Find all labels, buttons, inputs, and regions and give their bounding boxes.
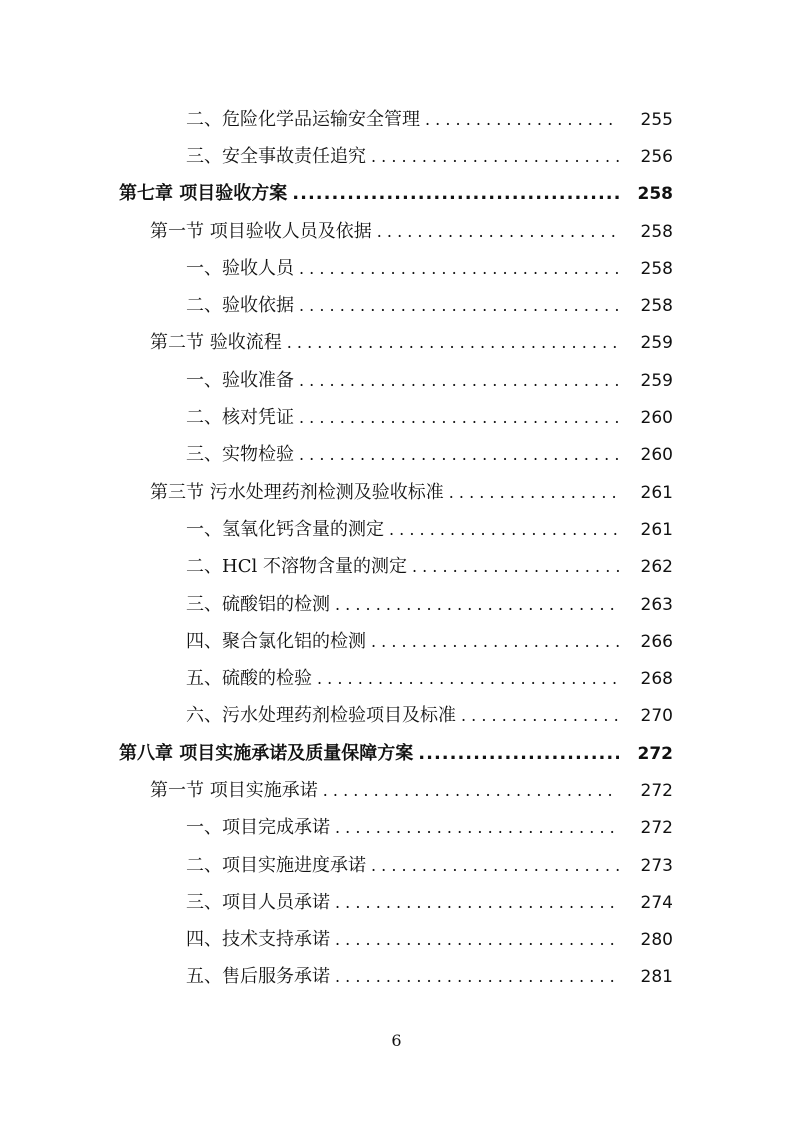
toc-dot-leader	[299, 406, 619, 430]
toc-section-entry[interactable]	[0, 772, 793, 809]
toc-subsection-entry[interactable]	[0, 623, 793, 660]
toc-entry-title: 三、硫酸铝的检测	[186, 593, 330, 615]
toc-entry-page-number: 258	[637, 184, 673, 205]
toc-entry-page-number: 255	[640, 109, 673, 130]
toc-subsection-entry[interactable]	[0, 101, 793, 138]
toc-entry-title: 三、实物检验	[186, 444, 294, 466]
toc-entry-title: 二、HCl 不溶物含量的测定	[186, 556, 407, 578]
toc-entry-page-number: 259	[640, 333, 673, 354]
toc-subsection-entry[interactable]	[0, 250, 793, 287]
toc-entry-title: 二、核对凭证	[186, 407, 294, 429]
toc-section-entry[interactable]	[0, 213, 793, 250]
toc-subsection-entry[interactable]	[0, 362, 793, 399]
toc-entry-page-number: 266	[640, 631, 673, 652]
toc-entry-page-number: 261	[640, 482, 673, 503]
toc-entry-page-number: 258	[640, 258, 673, 279]
toc-entry-title: 第三节 污水处理药剂检测及验收标准	[150, 481, 444, 503]
toc-entry-title: 三、安全事故责任追究	[186, 145, 366, 167]
toc-subsection-entry[interactable]	[0, 959, 793, 996]
toc-dot-leader	[449, 481, 619, 505]
toc-subsection-entry[interactable]	[0, 586, 793, 623]
toc-entry-title: 四、聚合氯化铝的检测	[186, 630, 366, 652]
toc-entry-page-number: 256	[640, 146, 673, 167]
toc-subsection-entry[interactable]	[0, 437, 793, 474]
toc-dot-leader	[389, 518, 619, 542]
toc-entry-page-number: 262	[640, 557, 673, 578]
toc-subsection-entry[interactable]	[0, 698, 793, 735]
toc-dot-leader	[335, 593, 619, 617]
toc-entry-page-number: 273	[640, 855, 673, 876]
toc-dot-leader	[371, 854, 619, 878]
toc-subsection-entry[interactable]	[0, 922, 793, 959]
toc-entry-page-number: 272	[640, 818, 673, 839]
toc-dot-leader	[371, 145, 619, 169]
toc-entry-title: 第二节 验收流程	[150, 332, 282, 354]
toc-dot-leader	[299, 294, 619, 318]
toc-entry-page-number: 272	[637, 743, 673, 764]
toc-dot-leader	[425, 108, 619, 132]
toc-subsection-entry[interactable]	[0, 549, 793, 586]
toc-dot-leader	[335, 891, 619, 915]
toc-entry-title: 一、验收准备	[186, 369, 294, 391]
toc-entry-title: 五、售后服务承诺	[186, 966, 330, 988]
toc-entry-page-number: 263	[640, 594, 673, 615]
toc-entry-title: 第七章 项目验收方案	[119, 183, 288, 205]
toc-dot-leader	[371, 630, 619, 654]
toc-entry-title: 第一节 项目验收人员及依据	[150, 220, 372, 242]
toc-dot-leader	[461, 704, 619, 728]
toc-entry-title: 六、污水处理药剂检验项目及标准	[186, 705, 456, 727]
toc-entry-page-number: 274	[640, 892, 673, 913]
toc-entry-page-number: 260	[640, 408, 673, 429]
toc-subsection-entry[interactable]	[0, 511, 793, 548]
toc-entry-page-number: 258	[640, 221, 673, 242]
toc-subsection-entry[interactable]	[0, 138, 793, 175]
toc-entry-page-number: 280	[640, 930, 673, 951]
toc-dot-leader	[299, 369, 619, 393]
toc-subsection-entry[interactable]	[0, 660, 793, 697]
toc-section-entry[interactable]	[0, 474, 793, 511]
toc-dot-leader	[335, 928, 619, 952]
toc-dot-leader	[287, 331, 619, 355]
toc-section-entry[interactable]	[0, 325, 793, 362]
toc-entry-title: 一、验收人员	[186, 257, 294, 279]
toc-dot-leader	[335, 965, 619, 989]
toc-entry-title: 三、项目人员承诺	[186, 891, 330, 913]
toc-dot-leader	[418, 742, 619, 766]
toc-entry-page-number: 258	[640, 296, 673, 317]
toc-entry-page-number: 259	[640, 370, 673, 391]
toc-dot-leader	[377, 220, 619, 244]
toc-entry-title: 五、硫酸的检验	[186, 668, 312, 690]
table-of-contents	[0, 101, 793, 996]
toc-entry-page-number: 281	[640, 967, 673, 988]
toc-subsection-entry[interactable]	[0, 810, 793, 847]
toc-subsection-entry[interactable]	[0, 847, 793, 884]
toc-entry-page-number: 272	[640, 780, 673, 801]
toc-entry-title: 一、氢氧化钙含量的测定	[186, 518, 384, 540]
toc-entry-title: 二、危险化学品运输安全管理	[186, 108, 420, 130]
toc-entry-page-number: 260	[640, 445, 673, 466]
toc-subsection-entry[interactable]	[0, 287, 793, 324]
toc-entry-title: 四、技术支持承诺	[186, 929, 330, 951]
toc-dot-leader	[412, 555, 619, 579]
toc-chapter-entry[interactable]	[0, 735, 793, 772]
toc-dot-leader	[323, 779, 619, 803]
toc-entry-title: 二、验收依据	[186, 295, 294, 317]
toc-entry-title: 第一节 项目实施承诺	[150, 779, 318, 801]
toc-entry-title: 一、项目完成承诺	[186, 817, 330, 839]
toc-entry-title: 第八章 项目实施承诺及质量保障方案	[119, 742, 414, 764]
toc-entry-page-number: 270	[640, 706, 673, 727]
toc-dot-leader	[299, 443, 619, 467]
toc-entry-page-number: 268	[640, 669, 673, 690]
page-number: 6	[391, 1031, 402, 1050]
toc-subsection-entry[interactable]	[0, 884, 793, 921]
toc-subsection-entry[interactable]	[0, 399, 793, 436]
toc-dot-leader	[299, 257, 619, 281]
toc-entry-page-number: 261	[640, 519, 673, 540]
toc-dot-leader	[335, 816, 619, 840]
toc-entry-title: 二、项目实施进度承诺	[186, 854, 366, 876]
toc-dot-leader	[292, 182, 619, 206]
toc-chapter-entry[interactable]	[0, 176, 793, 213]
toc-dot-leader	[317, 667, 619, 691]
